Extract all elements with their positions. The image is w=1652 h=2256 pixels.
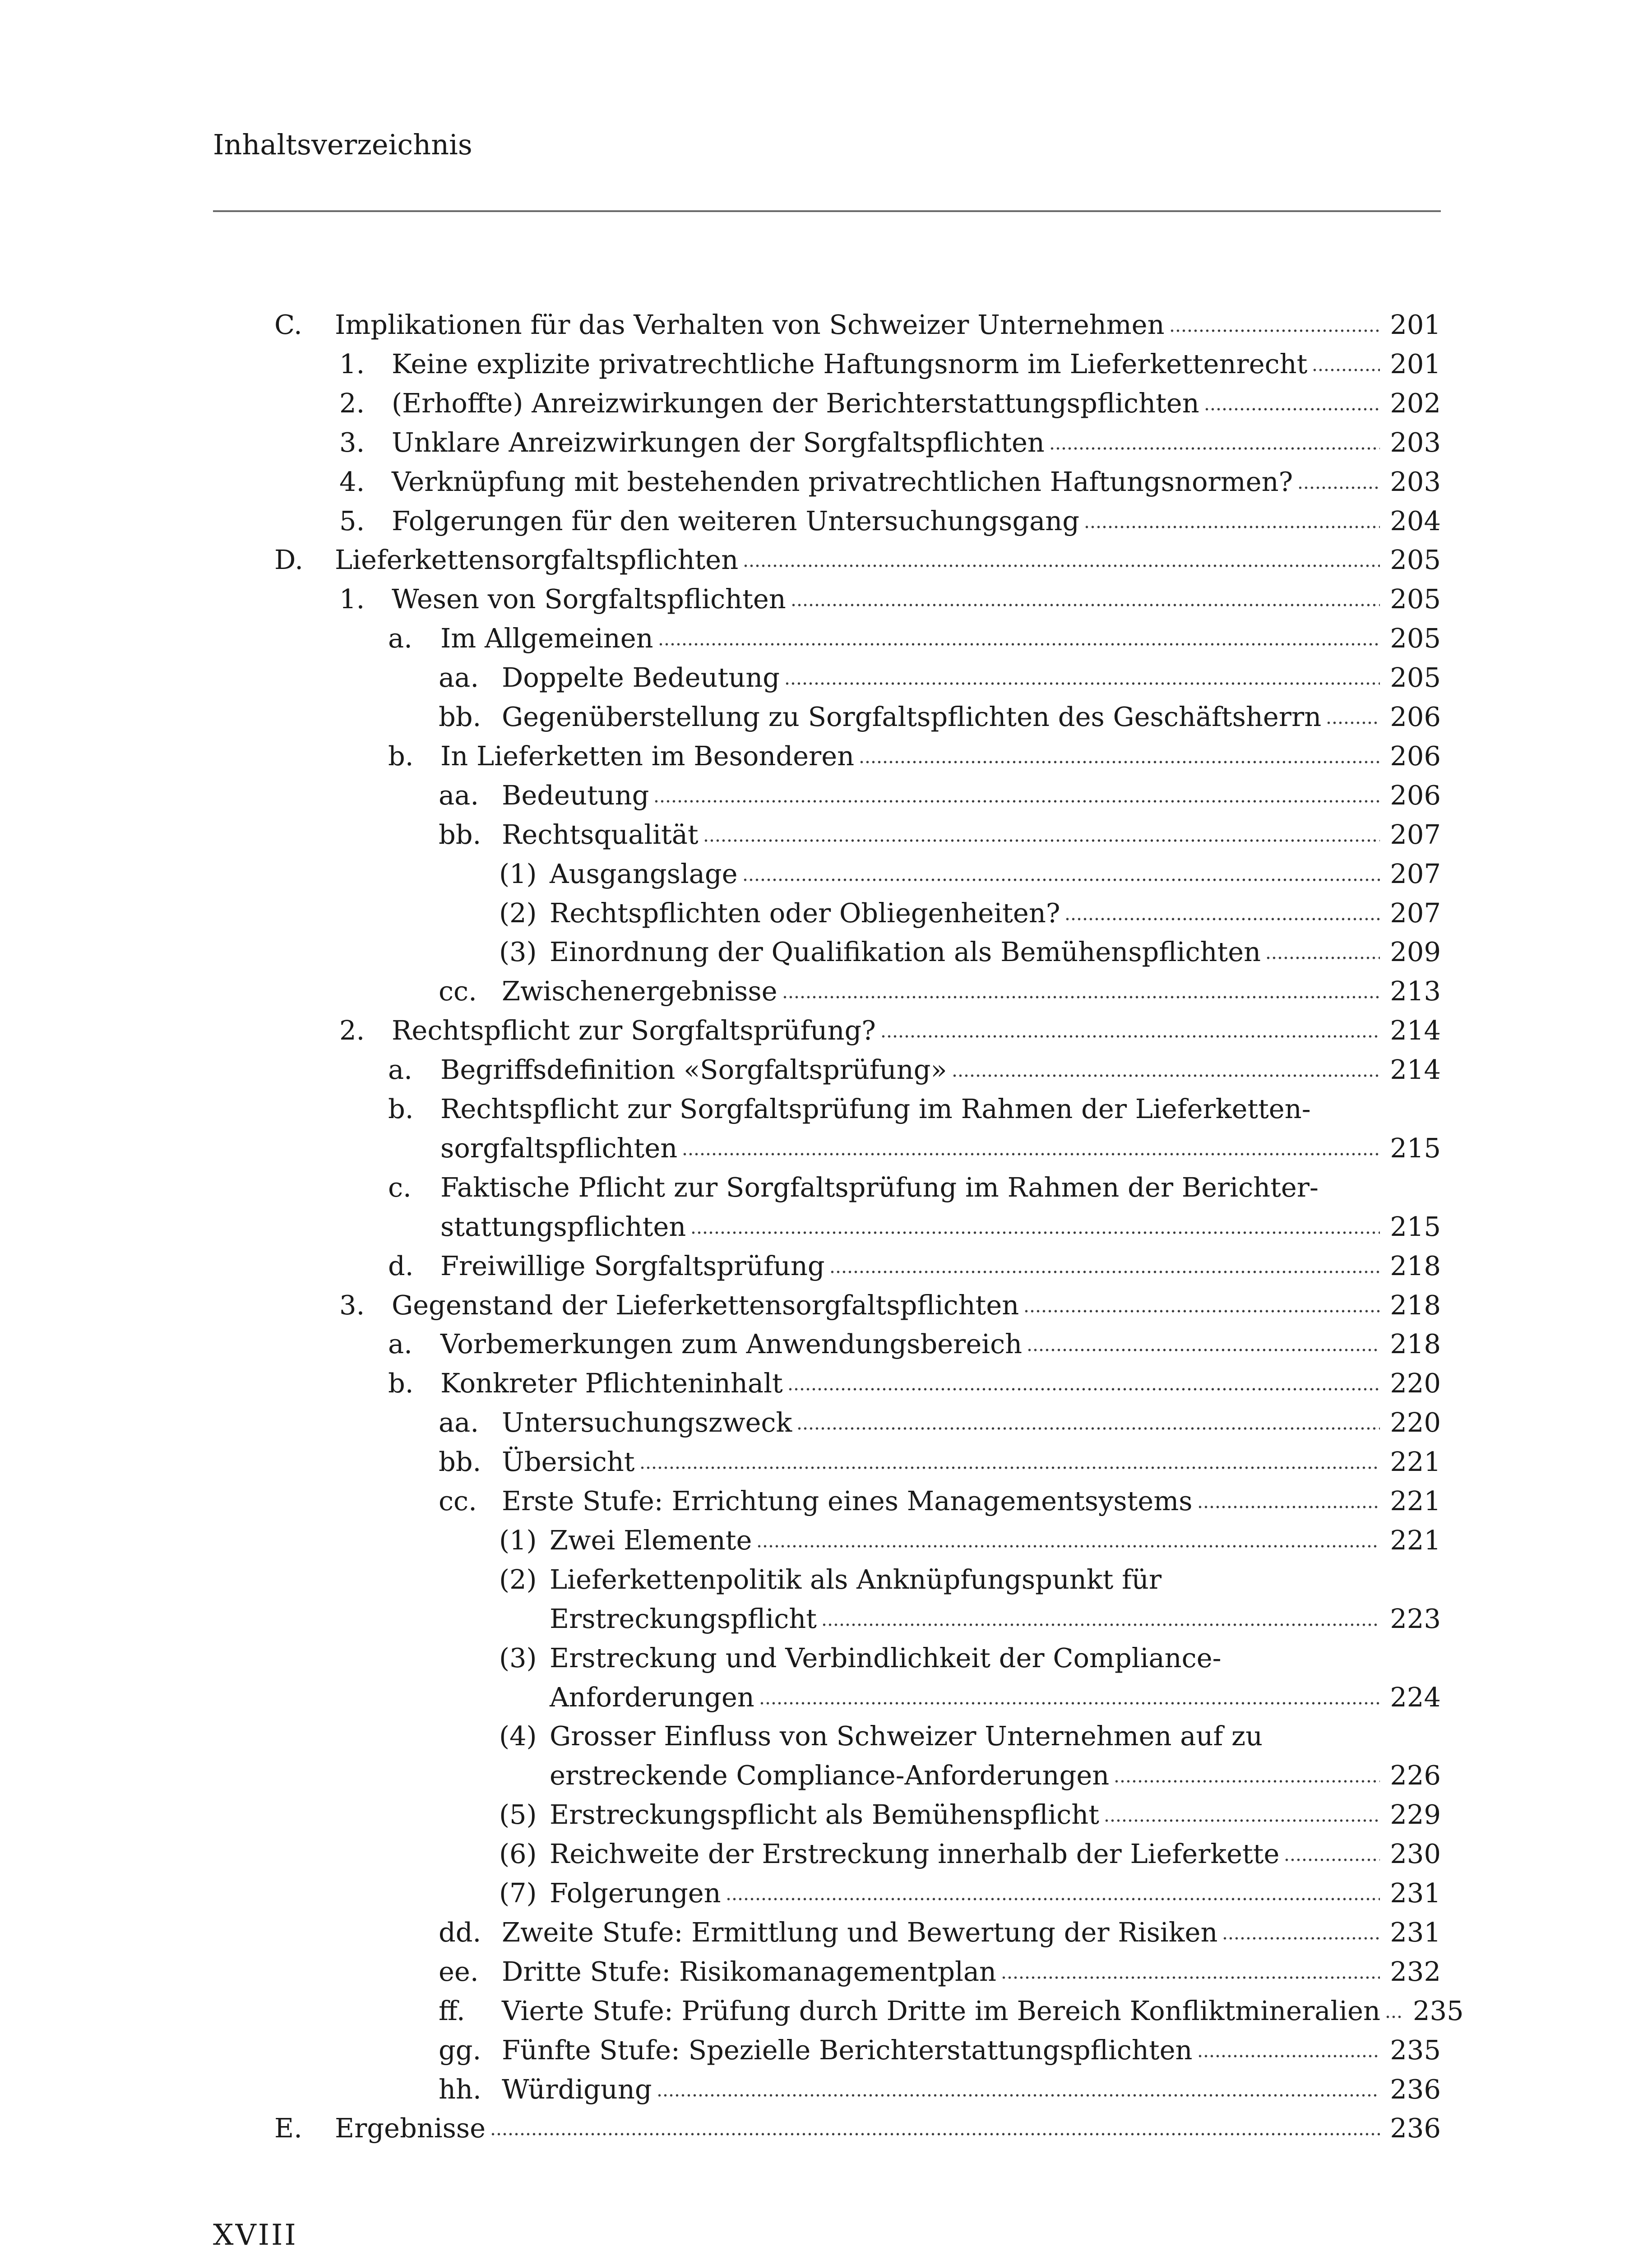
toc-entry-number: (3) [499,936,537,968]
toc-entry-title: Ausgangslage [550,858,738,889]
toc-entry-continuation [0,1209,1441,1245]
dot-leader [1297,485,1380,491]
toc-entry-number: cc. [439,975,477,1007]
toc-entry-number: bb. [439,818,481,850]
toc-entry-number: ff. [439,1995,465,2026]
toc-entry-page: 221 [1390,1446,1441,1478]
dot-leader [743,563,1380,569]
dot-leader [791,602,1380,608]
toc-entry [0,2032,1441,2068]
dot-leader [1169,328,1380,334]
toc-entry-title: Übersicht [502,1446,635,1478]
toc-entry-number: hh. [439,2073,481,2105]
toc-entry-page: 201 [1390,348,1441,379]
toc-entry [0,1640,1441,1676]
toc-entry-page: 205 [1390,544,1441,576]
toc-entry-number: 3. [339,1289,365,1321]
toc-entry-number: a. [388,623,412,654]
toc-entry [0,1718,1441,1754]
dot-leader [1114,1778,1380,1784]
toc-entry [0,2071,1441,2108]
toc-entry-page: 223 [1390,1603,1441,1634]
toc-entry-title: Rechtspflichten oder Obliegenheiten? [550,897,1060,929]
toc-entry-page: 221 [1390,1524,1441,1556]
toc-entry-title: erstreckende Compliance-Anforderungen [550,1760,1110,1791]
dot-leader [821,1622,1380,1628]
toc-entry-continuation [0,1679,1441,1715]
toc-entry [0,856,1441,892]
toc-entry-title: Erstreckung und Verbindlichkeit der Compliance- [550,1642,1222,1674]
dot-leader [1027,1347,1380,1353]
toc-entry-title: Rechtspflicht zur Sorgfaltsprüfung im Rahmen der Lieferketten- [440,1093,1311,1124]
toc-entry-number: (5) [499,1799,537,1831]
dot-leader [490,2131,1380,2137]
toc-entry-title: stattungspflichten [440,1211,686,1242]
toc-entry-number: b. [388,1368,414,1399]
dot-leader [1326,720,1380,726]
toc-entry-number: aa. [439,779,479,811]
toc-entry-number: a. [388,1054,412,1086]
dot-leader [726,1896,1380,1902]
toc-entry-continuation [0,1130,1441,1166]
toc-entry-page: 230 [1390,1838,1441,1870]
dot-leader [787,1386,1380,1392]
toc-entry-number: (2) [499,897,537,929]
page-number: XVIII [213,2219,298,2252]
toc-entry-title: Anforderungen [550,1681,754,1713]
toc-entry-number: 2. [339,1015,365,1046]
dot-leader [1049,445,1380,452]
dot-leader [759,1700,1380,1706]
toc-entry [0,1287,1441,1323]
toc-entry [0,503,1441,539]
toc-entry-title: Bedeutung [502,779,649,811]
toc-entry [0,738,1441,774]
toc-entry-title: Folgerungen für den weiteren Untersuchungsgang [392,505,1080,536]
toc-entry [0,346,1441,382]
toc-entry [0,307,1441,343]
toc-entry-title: Zwei Elemente [550,1524,752,1556]
toc-entry [0,1797,1441,1833]
toc-entry-number: (2) [499,1563,537,1595]
dot-leader [1104,1817,1380,1824]
toc-entry-page: 205 [1390,662,1441,693]
toc-entry-number: d. [388,1250,414,1281]
toc-entry-page: 214 [1390,1015,1441,1046]
toc-entry-page: 231 [1390,1877,1441,1909]
toc-entry-number: aa. [439,662,479,693]
toc-entry-title: Unklare Anreizwirkungen der Sorgfaltspflichten [392,426,1045,458]
toc-entry-page: 215 [1390,1132,1441,1164]
toc-entry-title: Keine explizite privatrechtliche Haftungsnorm im Lieferkettenrecht [392,348,1308,379]
dot-leader [657,2092,1380,2099]
toc-entry-page: 214 [1390,1054,1441,1086]
toc-entry-title: Wesen von Sorgfaltspflichten [392,583,786,615]
toc-entry-title: Begriffsdefinition «Sorgfaltsprüfung» [440,1054,947,1086]
toc-entry-title: Konkreter Pflichteninhalt [440,1368,783,1399]
toc-entry-number: bb. [439,701,481,732]
toc-entry-page: 206 [1390,701,1441,732]
toc-entry-number: dd. [439,1916,481,1948]
toc-entry-page: 235 [1390,2034,1441,2066]
toc-entry [0,1993,1464,2029]
toc-entry-title: Doppelte Bedeutung [502,662,780,693]
toc-entry [0,1914,1441,1951]
toc-entry-page: 207 [1390,818,1441,850]
toc-entry-number: (1) [499,858,537,889]
dot-leader [1222,1935,1380,1942]
toc-entry-title: Verknüpfung mit bestehenden privatrechtlichen Haftungsnormen? [392,466,1293,497]
toc-entry [0,1875,1441,1911]
toc-entry [0,699,1441,735]
toc-entry-title: Faktische Pflicht zur Sorgfaltsprüfung im Rahmen der Berichter- [440,1171,1319,1203]
toc-entry [0,1052,1441,1088]
dot-leader [1064,916,1380,922]
toc-entry-page: 231 [1390,1916,1441,1948]
toc-entry [0,464,1441,500]
dot-leader [1204,406,1380,412]
toc-entry-page: 235 [1413,1995,1464,2026]
dot-leader [796,1425,1380,1432]
dot-leader [880,1033,1380,1040]
toc-entry [0,1091,1441,1127]
toc-entry-title: Zwischenergebnisse [502,975,777,1007]
toc-entry-number: C. [274,309,302,340]
toc-entry [0,1012,1441,1049]
toc-entry-page: 204 [1390,505,1441,536]
toc-entry-title: Erstreckungspflicht als Bemühenspflicht [550,1799,1099,1831]
toc-entry-title: Folgerungen [550,1877,721,1909]
toc-entry-number: gg. [439,2034,481,2066]
toc-entry-page: 207 [1390,858,1441,889]
toc-entry-number: 5. [339,505,365,536]
toc-entry-page: 203 [1390,466,1441,497]
toc-entry [0,1170,1441,1206]
toc-entry-title: Gegenüberstellung zu Sorgfaltspflichten des Geschäftsherrn [502,701,1322,732]
toc-entry-number: aa. [439,1407,479,1438]
toc-entry-title: sorgfaltspflichten [440,1132,678,1164]
toc-entry-title: Untersuchungszweck [502,1407,792,1438]
toc-entry [0,777,1441,814]
toc-entry-title: Erstreckungspflicht [550,1603,817,1634]
dot-leader [653,798,1380,804]
toc-entry-number: 3. [339,426,365,458]
toc-entry-title: (Erhoffte) Anreizwirkungen der Berichterstattungspflichten [392,387,1199,419]
toc-entry-number: (1) [499,1524,537,1556]
toc-entry [0,1954,1441,1990]
dot-leader [703,837,1380,844]
toc-entry-continuation [0,1757,1441,1794]
toc-entry [0,1365,1441,1401]
toc-entry-title: Freiwillige Sorgfaltsprüfung [440,1250,825,1281]
toc-entry-page: 213 [1390,975,1441,1007]
toc-entry-page: 209 [1390,936,1441,968]
toc-entry [0,1522,1441,1558]
toc-entry-number: c. [388,1171,412,1203]
toc-entry-title: Erste Stufe: Errichtung eines Managementsystems [502,1485,1193,1516]
toc-entry-page: 226 [1390,1760,1441,1791]
toc-entry-title: Einordnung der Qualifikation als Bemühenspflichten [550,936,1261,968]
toc-entry-page: 206 [1390,779,1441,811]
toc-entry [0,1405,1441,1441]
dot-leader [1312,367,1380,373]
toc-entry-number: 2. [339,387,365,419]
toc-entry [0,385,1441,421]
toc-entry [0,542,1441,578]
dot-leader [639,1465,1380,1471]
toc-entry [0,2110,1441,2146]
toc-entry [0,660,1441,696]
toc-entry-title: Lieferkettenpolitik als Anknüpfungspunkt für [550,1563,1162,1595]
toc-entry-number: ee. [439,1956,479,1987]
toc-entry [0,817,1441,853]
toc-entry-number: a. [388,1328,412,1360]
toc-entry-title: Dritte Stufe: Risikomanagementplan [502,1956,997,1987]
toc-entry-continuation [0,1601,1441,1637]
toc-entry-page: 205 [1390,583,1441,615]
dot-leader [756,1543,1380,1549]
toc-entry-number: (7) [499,1877,537,1909]
dot-leader [1284,1857,1380,1863]
dot-leader [1197,2053,1380,2059]
toc-entry-number: b. [388,740,414,772]
toc-entry-page: 236 [1390,2113,1441,2144]
toc-entry-page: 215 [1390,1211,1441,1242]
dot-leader [1023,1308,1380,1314]
toc-entry-title: Lieferkettensorgfaltspflichten [335,544,739,576]
toc-entry [0,425,1441,461]
toc-entry-number: (4) [499,1720,537,1752]
toc-entry-page: 220 [1390,1407,1441,1438]
toc-entry-title: Rechtspflicht zur Sorgfaltsprüfung? [392,1015,876,1046]
toc-entry-page: 236 [1390,2073,1441,2105]
toc-entry-page: 218 [1390,1289,1441,1321]
dot-leader [1084,524,1380,530]
dot-leader [690,1230,1380,1236]
toc-entry [0,581,1441,617]
toc-entry-page: 202 [1390,387,1441,419]
dot-leader [682,1151,1380,1157]
dot-leader [742,877,1380,883]
toc-entry-number: E. [274,2113,302,2144]
toc-entry [0,934,1441,970]
toc-entry-number: 1. [339,583,365,615]
toc-entry-number: D. [274,544,303,576]
dot-leader [1197,1504,1380,1510]
dot-leader [1385,2014,1403,2020]
toc-entry-page: 203 [1390,426,1441,458]
toc-entry-page: 218 [1390,1250,1441,1281]
toc-entry-page: 207 [1390,897,1441,929]
toc-entry-title: Würdigung [502,2073,652,2105]
dot-leader [859,759,1380,765]
toc-entry-title: Vorbemerkungen zum Anwendungsbereich [440,1328,1023,1360]
toc-entry [0,1562,1441,1598]
toc-entry-page: 218 [1390,1328,1441,1360]
toc-entry-title: Fünfte Stufe: Spezielle Berichterstattungspflichten [502,2034,1193,2066]
toc-entry [0,620,1441,656]
toc-entry-page: 221 [1390,1485,1441,1516]
running-header: Inhaltsverzeichnis [213,128,472,161]
dot-leader [784,680,1380,687]
toc-entry-number: bb. [439,1446,481,1478]
toc-entry [0,895,1441,931]
toc-entry [0,1326,1441,1362]
toc-entry-number: 1. [339,348,365,379]
dot-leader [1001,1974,1380,1981]
toc-entry-title: Gegenstand der Lieferkettensorgfaltspflichten [392,1289,1019,1321]
toc-entry-number: 4. [339,466,365,497]
dot-leader [829,1269,1380,1275]
toc-entry-number: (3) [499,1642,537,1674]
toc-entry-title: Vierte Stufe: Prüfung durch Dritte im Bereich Konfliktmineralien [502,1995,1381,2026]
toc-entry [0,1248,1441,1284]
toc-entry [0,1836,1441,1872]
toc-entry-title: Rechtsqualität [502,818,699,850]
toc-entry-page: 205 [1390,623,1441,654]
toc-entry-title: In Lieferketten im Besonderen [440,740,855,772]
toc-entry [0,1444,1441,1480]
toc-entry-page: 206 [1390,740,1441,772]
toc-entry [0,973,1441,1009]
toc-entry-page: 232 [1390,1956,1441,1987]
toc-entry-page: 224 [1390,1681,1441,1713]
toc-entry-number: b. [388,1093,414,1124]
toc-entry-title: Zweite Stufe: Ermittlung und Bewertung der Risiken [502,1916,1218,1948]
toc-entry-number: (6) [499,1838,537,1870]
toc-entry [0,1483,1441,1519]
toc-entry-page: 220 [1390,1368,1441,1399]
toc-entry-title: Ergebnisse [335,2113,486,2144]
toc-entry-title: Implikationen für das Verhalten von Schweizer Unternehmen [335,309,1165,340]
toc-entry-number: cc. [439,1485,477,1516]
dot-leader [782,994,1380,1000]
dot-leader [952,1073,1380,1079]
toc-entry-page: 229 [1390,1799,1441,1831]
toc-entry-title: Im Allgemeinen [440,623,653,654]
dot-leader [658,641,1380,647]
toc-entry-page: 201 [1390,309,1441,340]
toc-entry-title: Grosser Einfluss von Schweizer Unternehmen auf zu [550,1720,1263,1752]
toc-entry-title: Reichweite der Erstreckung innerhalb der Lieferkette [550,1838,1280,1870]
dot-leader [1265,955,1380,961]
